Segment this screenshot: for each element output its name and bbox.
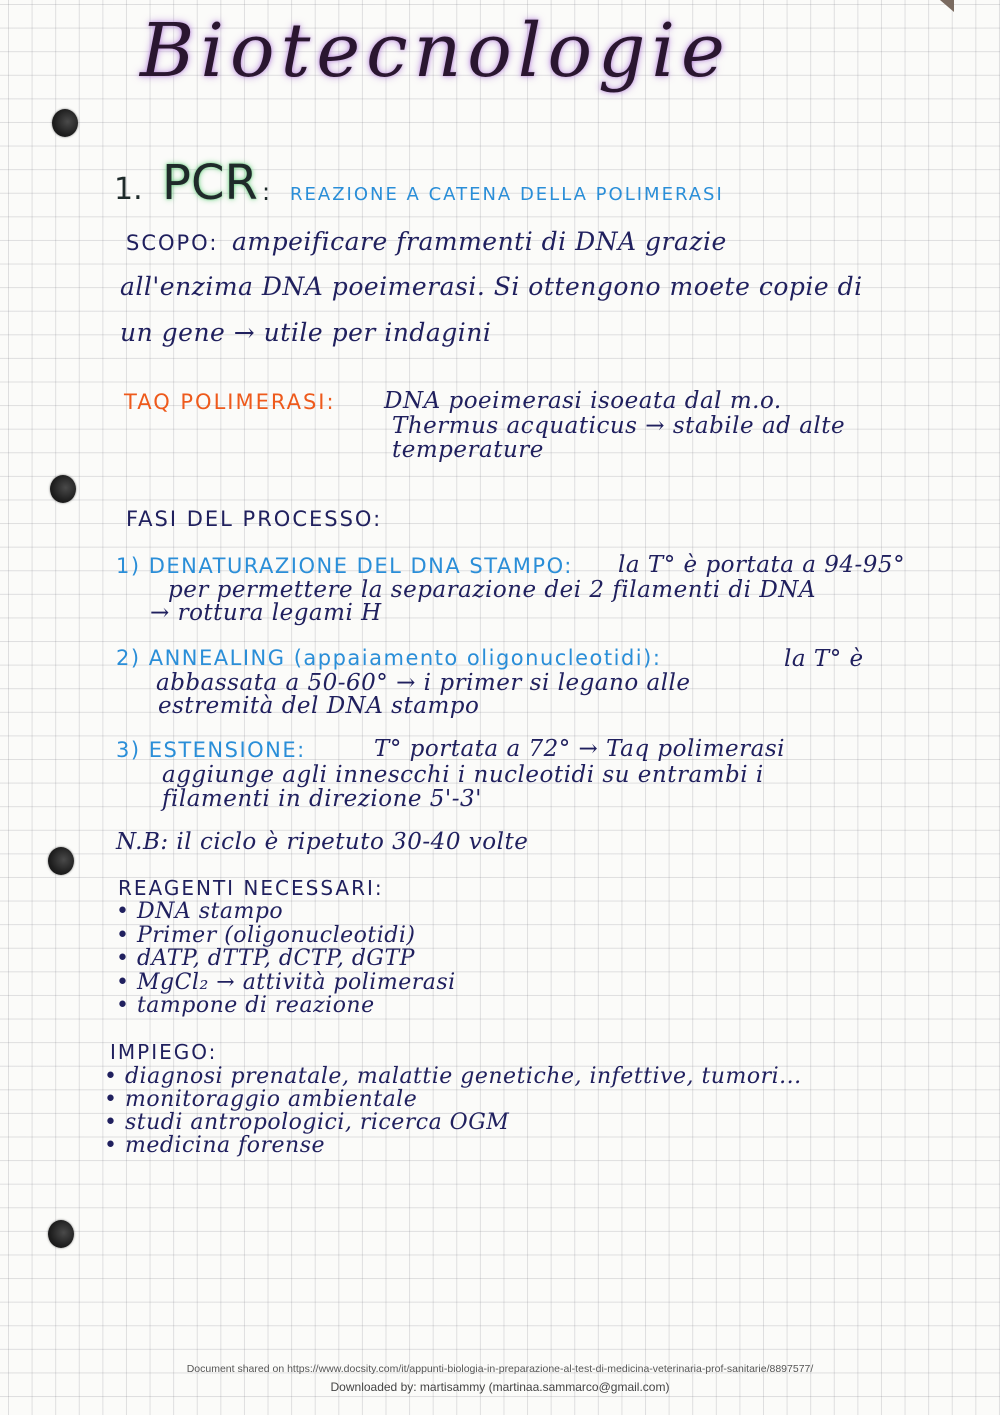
section-number: 1. [114,172,143,207]
reagenti-heading: REAGENTI NECESSARI: [118,876,384,900]
taq-line: DNA poeimerasi isoeata dal m.o. [384,388,782,414]
section-colon: : [262,178,271,206]
reagenti-item: • MgCl₂ → attività polimerasi [116,970,456,995]
nb-note: N.B: il ciclo è ripetuto 30-40 volte [116,829,529,855]
section-title: PCR [162,155,258,211]
section-subtitle: REAZIONE A CATENA DELLA POLIMERASI [290,184,724,205]
impiego-item: • studi antropologici, ricerca OGM [104,1110,510,1135]
step-line: per permettere la separazione dei 2 filamenti di DNA [168,577,816,603]
taq-line: temperature [392,437,544,463]
reagenti-item: • dATP, dTTP, dCTP, dGTP [116,946,415,971]
fasi-heading: FASI DEL PROCESSO: [126,507,383,531]
step-line: T° portata a 72° → Taq polimerasi [374,736,785,762]
step-label: 2) ANNEALING (appaiamento oligonucleotidi): [116,646,662,670]
reagenti-item: • tampone di reazione [116,993,375,1018]
step-line: aggiunge agli innescchi i nucleotidi su entrambi i [162,762,764,788]
step-label: 1) DENATURAZIONE DEL DNA STAMPO: [116,554,573,578]
impiego-item: • diagnosi prenatale, malattie genetiche, infettive, tumori... [104,1064,802,1089]
page-title: Biotecnologie [140,8,731,94]
impiego-item: • medicina forense [104,1133,326,1158]
reagenti-item: • DNA stampo [116,899,284,924]
binder-hole [50,475,76,503]
reagenti-item: • Primer (oligonucleotidi) [116,923,416,948]
scopo-line: un gene → utile per indagini [120,318,492,347]
footer-downloaded-by: Downloaded by: martisammy (martinaa.sammarco@gmail.com) [330,1380,670,1394]
step-line: abbassata a 50-60° → i primer si legano alle [156,670,691,696]
step-line: filamenti in direzione 5'-3' [162,786,482,812]
binder-hole [52,109,78,137]
binder-hole [48,1220,74,1248]
step-line: la T° è [784,646,864,672]
scopo-label: SCOPO: [126,231,219,255]
footer-shared-link: Document shared on https://www.docsity.com/it/appunti-biologia-in-preparazione-al-test-di-medicina-veterinaria-prof-sanitarie/8897577/ [186,1363,814,1375]
scopo-line: ampeificare frammenti di DNA grazie [232,227,727,256]
impiego-heading: IMPIEGO: [110,1040,218,1064]
step-line: estremità del DNA stampo [158,693,480,719]
step-line: la T° è portata a 94-95° [618,552,906,578]
impiego-item: • monitoraggio ambientale [104,1087,418,1112]
taq-line: Thermus acquaticus → stabile ad alte [392,413,846,439]
taq-label: TAQ POLIMERASI: [124,390,336,414]
step-label: 3) ESTENSIONE: [116,738,306,762]
step-line: → rottura legami H [150,600,382,626]
scopo-line: all'enzima DNA poeimerasi. Si ottengono moete copie di [120,272,863,301]
page-corner-fold [940,0,954,12]
binder-hole [48,847,74,875]
